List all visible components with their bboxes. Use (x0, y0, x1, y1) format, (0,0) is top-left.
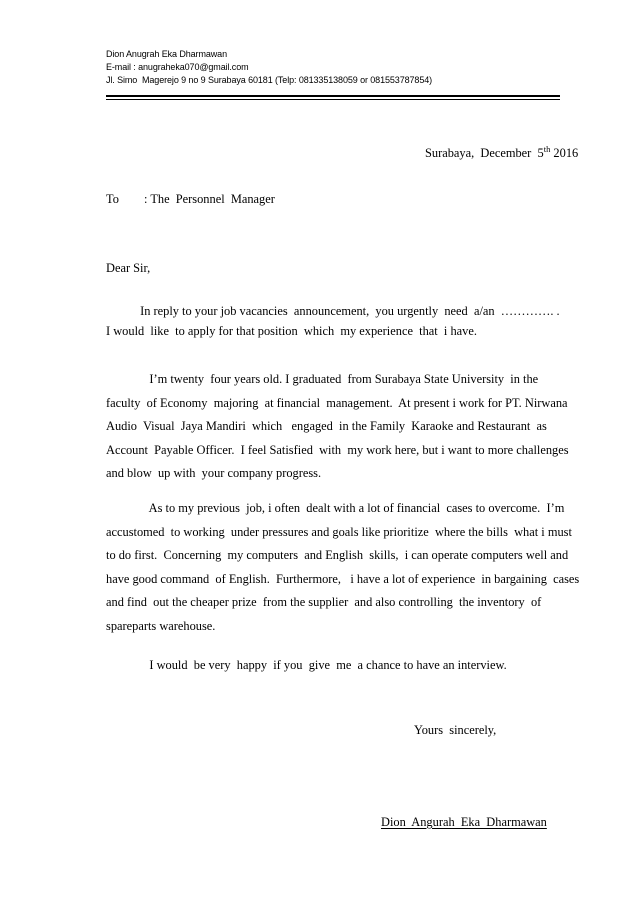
paragraph-2 (106, 368, 569, 486)
paragraph-line: In reply to your job vacancies announcement, you urgently need a/an …………. . (106, 304, 560, 318)
paragraph-3 (106, 497, 580, 639)
paragraph-line: have good command of English. Furthermore, i have a lot of experience in bargaining cases (106, 571, 580, 586)
date-ordinal-suffix: th (543, 144, 551, 154)
paragraph-4 (106, 656, 566, 674)
letterhead-rule-thick (106, 95, 560, 97)
date-year: 2016 (550, 146, 579, 160)
letterhead (106, 48, 558, 87)
paragraph-line: spareparts warehouse. (106, 618, 216, 633)
paragraph-line: I’m twenty four years old. I graduated from Surabaya State University in the (106, 372, 539, 386)
sender-name: Dion Anugrah Eka Dharmawan (106, 49, 227, 59)
paragraph-line: accustomed to working under pressures and goals like prioritize where the bills what i must (106, 524, 572, 539)
signature-name: Dion Angurah Eka Dharmawan (381, 815, 547, 829)
letterhead-rule-thin (106, 99, 560, 100)
letter-date (425, 144, 578, 162)
closing: Yours sincerely, (414, 723, 497, 737)
paragraph-line: to do first. Concerning my computers and English skills, i can operate computers well and (106, 548, 569, 563)
date-prefix: Surabaya, December 5 (425, 146, 544, 160)
sender-address: Jl. Simo Magerejo 9 no 9 Surabaya 60181 (Telp: 081335138059 or 081553787854) (106, 75, 433, 85)
paragraph-1 (106, 301, 566, 341)
paragraph-line: Account Payable Officer. I feel Satisfied with my work here, but i want to more challenges (106, 442, 569, 457)
paragraph-line: I would be very happy if you give me a chance to have an interview. (106, 658, 507, 672)
recipient-value: : The Personnel Manager (144, 192, 275, 206)
paragraph-line: and blow up with your company progress. (106, 466, 322, 480)
sender-email: E-mail : anugraheka070@gmail.com (106, 62, 249, 72)
paragraph-line: faculty of Economy majoring at financial management. At present i work for PT. Nirwana (106, 395, 568, 410)
paragraph-line: and find out the cheaper prize from the supplier and also controlling the inventory of (106, 595, 542, 610)
paragraph-line: As to my previous job, i often dealt with a lot of financial cases to overcome. I’m (106, 501, 565, 515)
paragraph-line: Audio Visual Jaya Mandiri which engaged in the Family Karaoke and Restaurant as (106, 419, 547, 433)
recipient-label: To (106, 192, 119, 206)
recipient-line (106, 190, 275, 208)
salutation: Dear Sir, (106, 261, 151, 275)
paragraph-line: I would like to apply for that position which my experience that i have. (106, 324, 477, 338)
